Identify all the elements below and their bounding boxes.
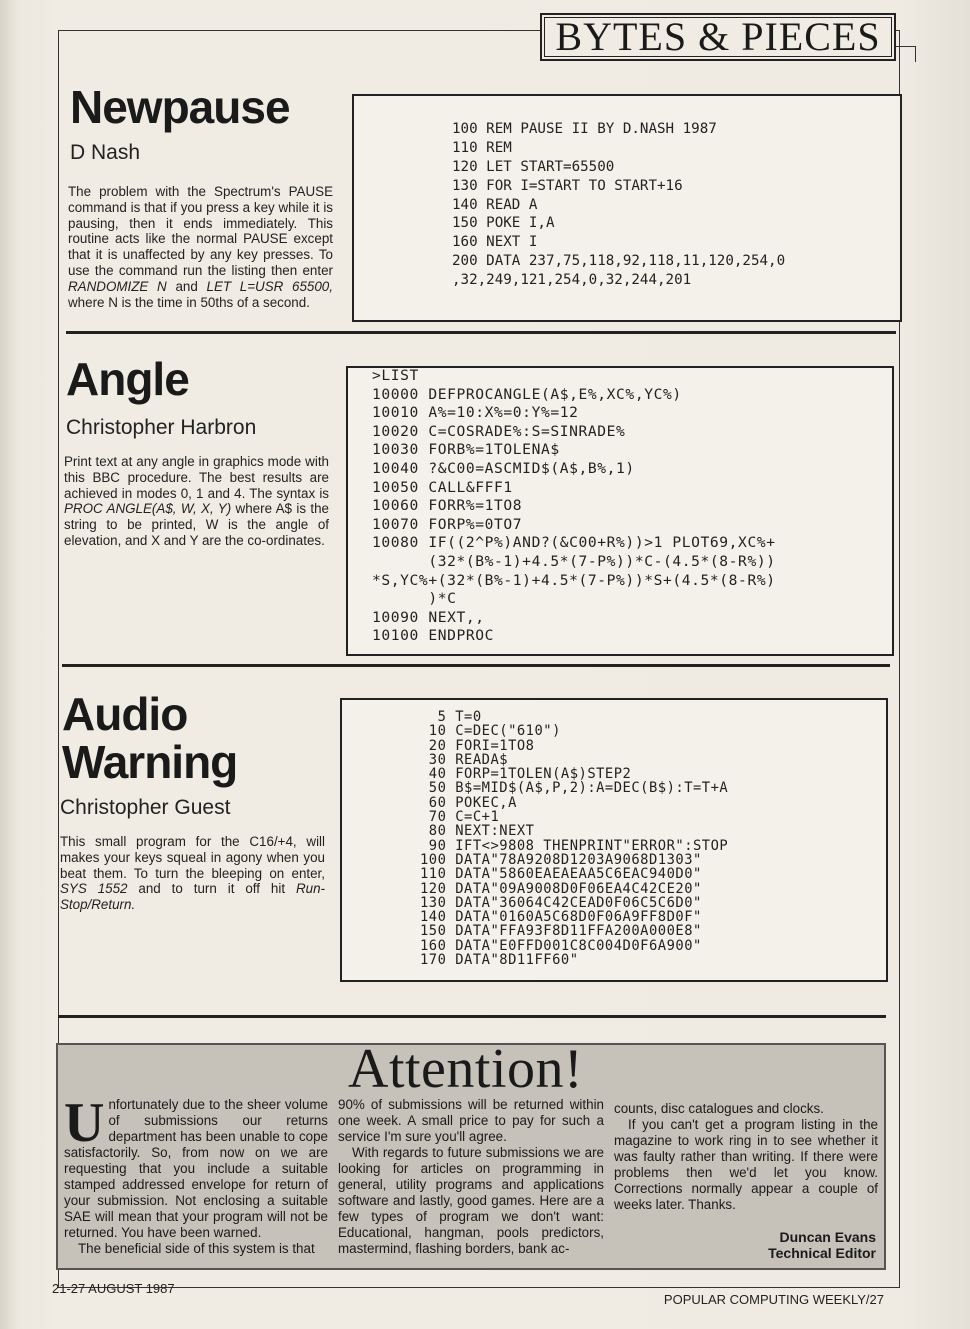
code-line: 160 DATA"E0FFD001C8C004D0F6A900" xyxy=(420,937,702,954)
code-line: 10030 FORB%=1TOLENA$ xyxy=(372,441,560,459)
code-line: 80 NEXT:NEXT xyxy=(420,823,535,840)
masthead-rule xyxy=(896,46,916,47)
code-line: 140 READ A xyxy=(452,196,538,213)
code-line: 150 DATA"FFA93F8D11FFA200A000E8" xyxy=(420,923,702,940)
masthead-title: BYTES & PIECES xyxy=(544,17,892,57)
code-line: 10010 A%=10:X%=0:Y%=12 xyxy=(372,404,579,422)
code-line: 100 REM PAUSE II BY D.NASH 1987 xyxy=(452,121,717,137)
code-listing-angle xyxy=(372,367,776,646)
footer-date: 21-27 AUGUST 1987 xyxy=(52,1281,175,1296)
code-line: 30 READA$ xyxy=(420,751,509,768)
article-author-newpause: D Nash xyxy=(70,141,141,164)
code-line: 10100 ENDPROC xyxy=(372,627,495,645)
section-divider xyxy=(58,1015,886,1018)
attention-column-3: counts, disc catalogues and clocks. If you can't get a program listing in the magazine to work ring in to see whether it was faulty rather than writing. If there were problems then we'd let you know. Corrections normally appear a couple of weeks later. Thanks. xyxy=(614,1101,878,1212)
attention-title: Attention! xyxy=(348,1038,584,1100)
article-title-angle: Angle xyxy=(66,353,189,405)
attention-signature xyxy=(768,1229,876,1261)
article-body-angle: Print text at any angle in graphics mode with this BBC procedure. The best results are achieved in modes 0, 1 and 4. The syntax is PROC ANGLE(A$, W, X, Y) where A$ is the string to be printed, W is the angle of elevation, and X and Y are the co-ordinates. xyxy=(64,454,329,548)
attention-notice xyxy=(56,1038,886,1270)
code-line: 130 DATA"36064C42CEAD0F06C5C6D0" xyxy=(420,894,702,911)
signature-name: Duncan Evans xyxy=(779,1229,876,1245)
article-body-newpause: The problem with the Spectrum's PAUSE command is that if you press a key while it is pausing, then it ends immediately. This routine acts like the normal PAUSE except that it is unaffected by any key presses. To use the command run the listing then enter RANDOMIZE N and LET L=USR 65500, where N is the time in 50ths of a second. xyxy=(68,184,333,310)
attention-column-2: 90% of submissions will be returned within one week. A small price to pay for such a service I'm sure you'll agree. With regards to future submissions we are looking for articles on programming in general, utility programs and applications software and lastly, good games. Here are a few types of program we don't want: Educational, hangman, pools predictors, mastermind, flashing borders, bank ac- xyxy=(338,1097,604,1256)
footer-publication: POPULAR COMPUTING WEEKLY/27 xyxy=(663,1292,884,1307)
article-title-audio-warning xyxy=(62,690,237,786)
signature-role: Technical Editor xyxy=(768,1245,876,1261)
code-line: 10080 IF((2^P%)AND?(&C00+R%))>1 PLOT69,XC%+ xyxy=(372,534,776,552)
title-line: Warning xyxy=(62,736,238,788)
code-line: 120 LET START=65500 xyxy=(452,158,615,175)
code-line: 100 DATA"78A9208D1203A9068D1303" xyxy=(420,851,702,868)
code-line: 70 C=C+1 xyxy=(420,809,500,826)
code-listing-audio-warning xyxy=(420,710,728,967)
code-line: 50 B$=MID$(A$,P,2):A=DEC(B$):T=T+A xyxy=(420,780,729,797)
code-line: 10060 FORR%=1TO8 xyxy=(372,497,523,515)
section-masthead xyxy=(540,13,896,61)
code-line: 20 FORI=1TO8 xyxy=(420,737,535,754)
code-line: *S,YC%+(32*(B%-1)+4.5*(7-P%))*S+(4.5*(8-R%) xyxy=(372,571,776,589)
code-line: 120 DATA"09A9008D0F06EA4C42CE20" xyxy=(420,880,702,897)
code-line: 130 FOR I=START TO START+16 xyxy=(452,177,683,194)
code-line: 10050 CALL&FFF1 xyxy=(372,478,513,496)
code-line: 60 POKEC,A xyxy=(420,794,517,811)
code-listing-newpause xyxy=(452,120,785,290)
code-line: 10020 C=COSRADE%:S=SINRADE% xyxy=(372,422,626,440)
attention-column-1-text: nfortunately due to the sheer volume of submissions our returns department has been unable to cope satisfactorily. So, from now on we are requesting that you include a suitable stamped addressed envelope for return of your submission. Not enclosing a suitable SAE will mean that your program will not be returned. You have been warned. The beneficial side of this system is that xyxy=(64,1097,328,1256)
section-divider xyxy=(66,331,896,334)
title-line: Audio xyxy=(62,688,188,740)
code-line: 5 T=0 xyxy=(420,709,482,725)
code-line: 110 REM xyxy=(452,139,512,156)
code-line: 160 NEXT I xyxy=(452,234,538,251)
code-line: 10070 FORP%=0TO7 xyxy=(372,515,523,533)
code-line: 110 DATA"5860EAEAEAA5C6EAC940D0" xyxy=(420,866,702,883)
article-author-angle: Christopher Harbron xyxy=(66,416,257,439)
article-body-audio-warning: This small program for the C16/+4, will makes your keys squeal in agony when you beat them. To turn the bleeping on enter, SYS 1552 and to turn it off hit Run-Stop/Return. xyxy=(60,834,325,913)
code-line: )*C xyxy=(372,590,457,608)
section-divider xyxy=(62,664,890,667)
code-line: 10 C=DEC("610") xyxy=(420,723,561,740)
article-author-audio-warning: Christopher Guest xyxy=(60,796,231,819)
code-line: 150 POKE I,A xyxy=(452,215,555,232)
code-line: 140 DATA"0160A5C68D0F06A9FF8D0F" xyxy=(420,909,702,926)
code-line: 10040 ?&C00=ASCMID$(A$,B%,1) xyxy=(372,459,635,477)
code-line: 90 IFT<>9808 THENPRINT"ERROR":STOP xyxy=(420,837,729,854)
code-line: >LIST xyxy=(372,367,419,384)
code-line: 170 DATA"8D11FF60" xyxy=(420,952,579,969)
article-title-newpause: Newpause xyxy=(70,81,290,133)
code-line: 10090 NEXT,, xyxy=(372,608,485,626)
code-line: (32*(B%-1)+4.5*(7-P%))*C-(4.5*(8-R%)) xyxy=(372,552,776,570)
code-line: 10000 DEFPROCANGLE(A$,E%,XC%,YC%) xyxy=(372,385,682,403)
code-line: 200 DATA 237,75,118,92,118,11,120,254,0 xyxy=(452,253,786,270)
attention-column-1 xyxy=(64,1092,328,1257)
masthead-rule-vertical xyxy=(915,46,916,62)
drop-cap: U xyxy=(64,1092,105,1154)
code-line: 40 FORP=1TOLEN(A$)STEP2 xyxy=(420,766,632,783)
code-line: ,32,249,121,254,0,32,244,201 xyxy=(452,272,692,289)
